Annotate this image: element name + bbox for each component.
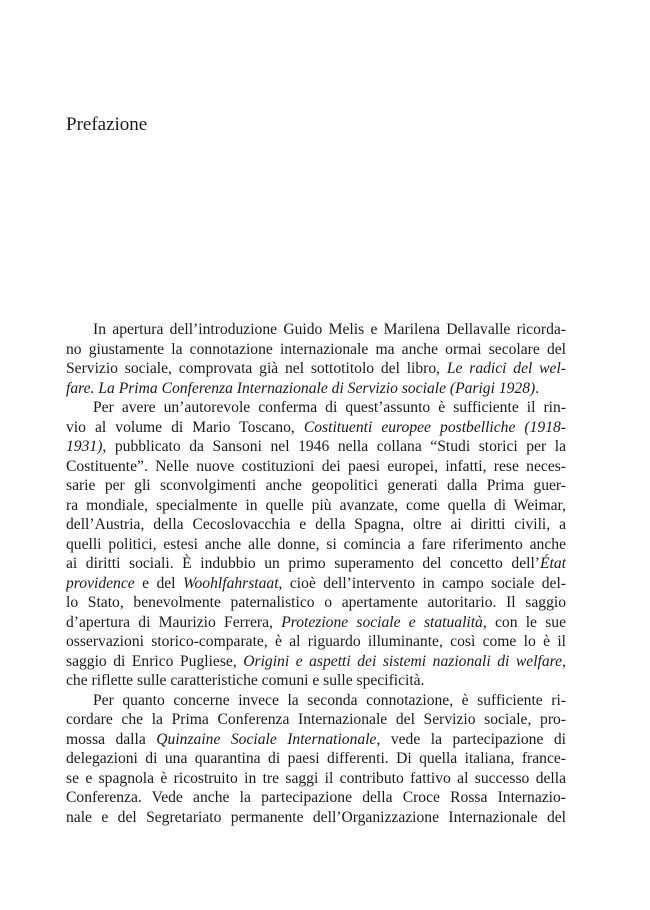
text-run: sarie per gli sconvolgimenti anche geopolitici generati dalla Prima guer- (66, 477, 566, 494)
text-line (66, 437, 566, 457)
text-run: , pubblicato da Sansoni nel 1946 nella collana “Studi storici per la (102, 438, 566, 455)
text-line (66, 574, 566, 594)
text-run: no giustamente la connotazione internazionale ma anche ormai secolare del (66, 340, 566, 358)
body-text (66, 320, 566, 827)
text-run: ra mondiale, specialmente in quelle più avanzate, come quella di Weimar, (66, 496, 566, 514)
text-run: quelli politici, estesi anche alle donne, si comincia a fare riferimento anche (66, 535, 566, 553)
text-run: dell’Austria, della Cecoslovacchia e della Spagna, oltre ai diritti civili, a (66, 516, 566, 533)
italic-text: Protezione sociale e statualità (281, 613, 483, 631)
italic-text: Woohlfahrstaat, (182, 574, 283, 592)
text-line (66, 749, 566, 769)
page-title: Prefazione (66, 114, 148, 135)
text-line (66, 359, 566, 379)
text-line (66, 398, 566, 418)
text-line (66, 652, 566, 672)
text-line (66, 535, 566, 555)
text-run: Servizio sociale, comprovata già nel sottotitolo del libro, (66, 360, 447, 377)
text-run: ai diritti sociali. È indubbio un primo superamento del concetto dell’ (66, 555, 540, 572)
text-run: cioè dell’intervento in campo sociale del- (282, 574, 566, 592)
text-run: Per quanto concerne invece la seconda connotazione, è sufficiente ri- (93, 691, 566, 709)
text-line (66, 613, 566, 633)
text-line (66, 515, 566, 535)
text-run: che riflette sulle caratteristiche comuni e sulle specificità. (66, 672, 425, 689)
text-run: mossa dalla (66, 730, 157, 748)
text-line (66, 671, 566, 691)
text-line (66, 769, 566, 789)
text-line (66, 710, 566, 730)
text-run: vio al volume di Mario Toscano, (66, 418, 304, 436)
italic-text: Quinzaine Sociale Internationale (156, 730, 377, 748)
italic-text: Origini e aspetti dei sistemi nazionali di welfare (243, 652, 563, 670)
text-line (66, 808, 566, 828)
text-line (66, 379, 566, 399)
italic-text: providence (66, 574, 135, 592)
italic-text: Costituenti europee postbelliche (1918- (303, 418, 566, 436)
text-run: cordare che la Prima Conferenza Internazionale del Servizio sociale, pro- (66, 711, 566, 728)
text-line (66, 457, 566, 477)
text-line (66, 691, 566, 711)
text-run: , (562, 652, 566, 670)
text-line (66, 632, 566, 652)
italic-text: Le radici del wel- (446, 360, 566, 377)
text-run: d’apertura di Maurizio Ferrera, (66, 613, 282, 631)
text-run: saggio di Enrico Pugliese, (66, 652, 244, 670)
italic-text: État (540, 555, 566, 572)
text-run: . (535, 379, 540, 397)
text-run: Conferenza. Vede anche la partecipazione della Croce Rossa Internazio- (66, 789, 566, 806)
text-line (66, 730, 566, 750)
text-line (66, 320, 566, 340)
text-run: , con le sue (482, 613, 566, 631)
text-run: nale e del Segretariato permanente dell’Organizzazione Internazionale del (66, 808, 566, 826)
text-run: Costituente”. Nelle nuove costituzioni dei paesi europei, infatti, rese neces- (66, 457, 566, 475)
text-run: Per avere un’autorevole conferma di quest’assunto è sufficiente il rin- (93, 399, 566, 416)
text-run: e del (134, 574, 183, 592)
text-run: osservazioni storico-comparate, è al riguardo illuminante, così come lo è il (66, 633, 566, 650)
italic-text: 1931) (66, 438, 103, 455)
text-run: , vede la partecipazione di (376, 730, 566, 748)
text-line (66, 788, 566, 808)
italic-text: fare. La Prima Conferenza Internazionale di Servizio sociale (Parigi 1928) (66, 379, 536, 397)
text-line (66, 496, 566, 516)
text-line (66, 554, 566, 574)
text-run: se e spagnola è ricostruito in tre saggi il contributo fattivo al successo della (66, 769, 566, 787)
text-line (66, 476, 566, 496)
text-line (66, 593, 566, 613)
text-run: lo Stato, benevolmente paternalistico o apertamente autoritario. Il saggio (66, 594, 566, 611)
text-line (66, 340, 566, 360)
text-run: delegazioni di una quarantina di paesi differenti. Di quella italiana, france- (66, 750, 566, 767)
text-run: In apertura dell’introduzione Guido Melis e Marilena Dellavalle ricorda- (93, 321, 566, 338)
text-line (66, 418, 566, 438)
